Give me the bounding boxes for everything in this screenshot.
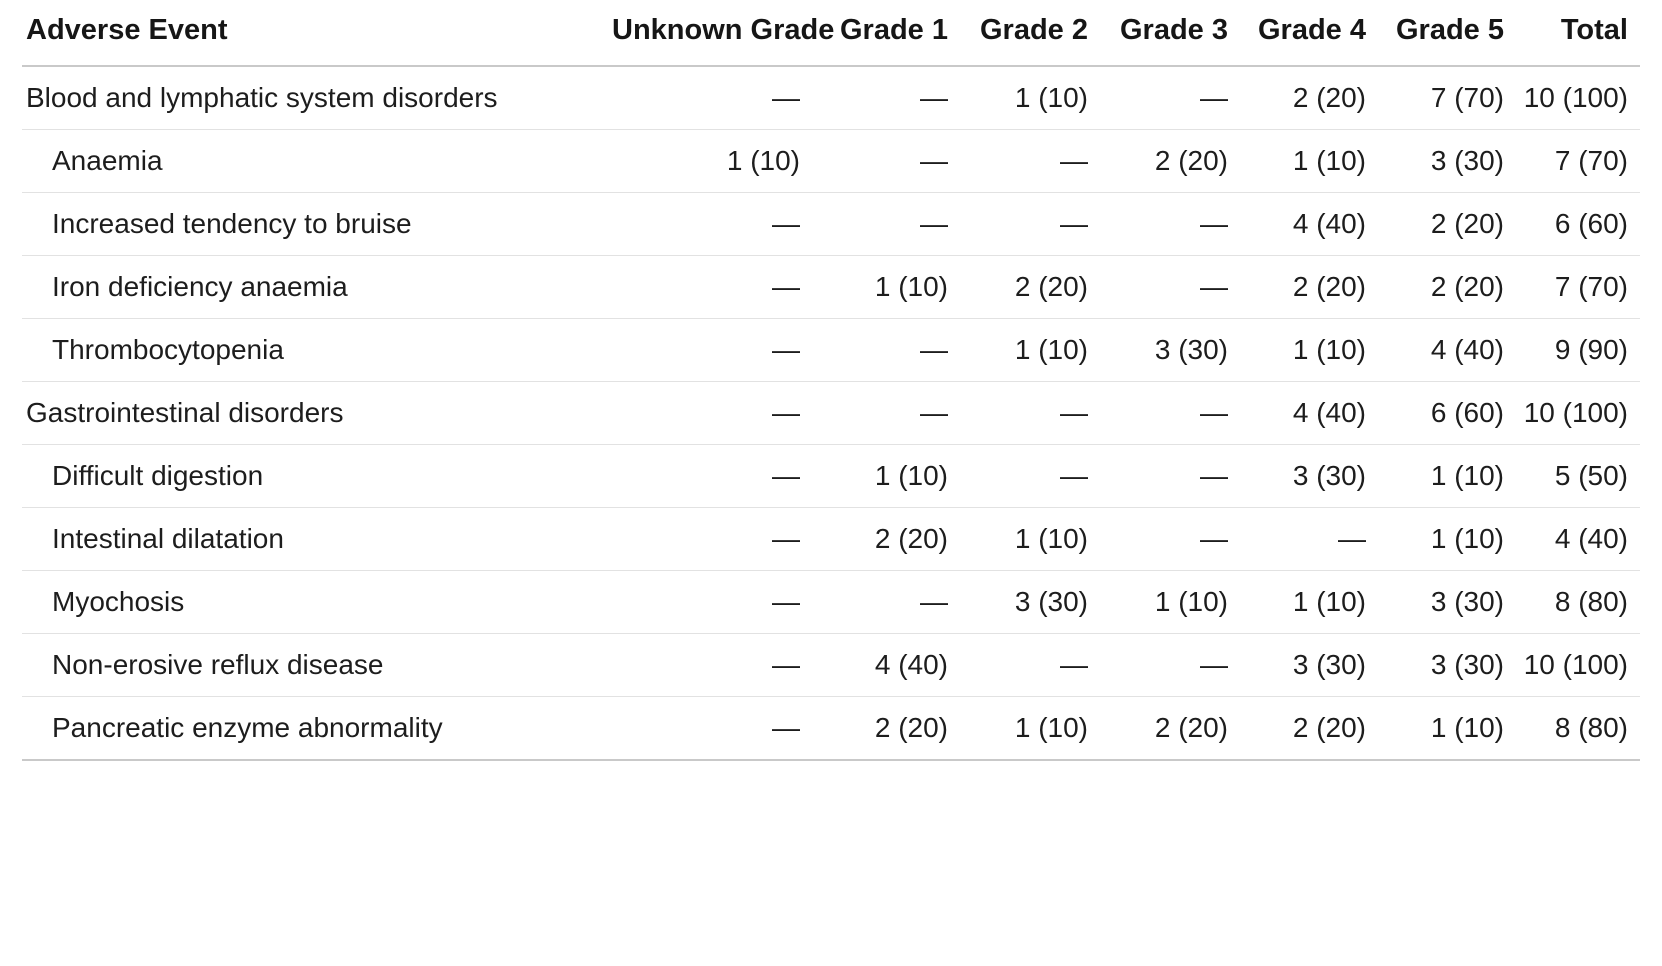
cell-total: 5 (50)	[1554, 460, 1628, 491]
cell-grade-3: 2 (20)	[1154, 145, 1228, 176]
table-row	[22, 256, 1640, 319]
cell-grade-2: 1 (10)	[1014, 82, 1088, 113]
cell-grade-3: —	[1200, 397, 1228, 428]
cell-total: 8 (80)	[1554, 712, 1628, 743]
cell-grade-3: 2 (20)	[1154, 712, 1228, 743]
cell-grade-4: 1 (10)	[1292, 145, 1366, 176]
cell-total: 6 (60)	[1554, 208, 1628, 239]
cell-grade-5: 3 (30)	[1430, 586, 1504, 617]
cell-grade-1: 2 (20)	[874, 712, 948, 743]
cell-unknown-grade: —	[772, 208, 800, 239]
cell-grade-2: 3 (30)	[1014, 586, 1088, 617]
cell-grade-4: 4 (40)	[1292, 208, 1366, 239]
cell-grade-1: 1 (10)	[874, 460, 948, 491]
cell-grade-5: 4 (40)	[1430, 334, 1504, 365]
adverse-event-table	[22, 0, 1640, 761]
table-row	[22, 319, 1640, 382]
cell-grade-3: —	[1200, 271, 1228, 302]
table-row	[22, 508, 1640, 571]
cell-unknown-grade: —	[772, 586, 800, 617]
cell-grade-4: 2 (20)	[1292, 712, 1366, 743]
cell-grade-1: —	[920, 397, 948, 428]
cell-grade-2: 1 (10)	[1014, 334, 1088, 365]
cell-grade-1: —	[920, 586, 948, 617]
cell-total: 10 (100)	[1523, 649, 1628, 680]
cell-unknown-grade: 1 (10)	[726, 145, 800, 176]
cell-grade-2: 2 (20)	[1014, 271, 1088, 302]
cell-total: 10 (100)	[1523, 397, 1628, 428]
cell-grade-2: —	[1060, 649, 1088, 680]
cell-grade-4: 4 (40)	[1292, 397, 1366, 428]
cell-grade-5: 2 (20)	[1430, 271, 1504, 302]
cell-grade-5: 3 (30)	[1430, 145, 1504, 176]
cell-unknown-grade: —	[772, 334, 800, 365]
cell-grade-4: 3 (30)	[1292, 649, 1366, 680]
cell-grade-3: —	[1200, 208, 1228, 239]
cell-grade-1: —	[920, 82, 948, 113]
cell-grade-4: 1 (10)	[1292, 334, 1366, 365]
cell-grade-2: 1 (10)	[1014, 523, 1088, 554]
cell-grade-1: —	[920, 334, 948, 365]
cell-unknown-grade: —	[772, 460, 800, 491]
cell-adverse-event: Myochosis	[52, 586, 185, 617]
cell-grade-3: —	[1200, 523, 1228, 554]
cell-unknown-grade: —	[772, 82, 800, 113]
cell-grade-3: —	[1200, 649, 1228, 680]
cell-unknown-grade: —	[772, 271, 800, 302]
cell-grade-4: 2 (20)	[1292, 82, 1366, 113]
column-header-grade-2: Grade 2	[980, 14, 1088, 46]
cell-grade-3: 3 (30)	[1154, 334, 1228, 365]
cell-adverse-event: Thrombocytopenia	[52, 334, 284, 365]
column-header-unknown-grade: Unknown Grade	[612, 14, 835, 46]
table-header-row	[22, 0, 1640, 66]
cell-adverse-event: Intestinal dilatation	[52, 523, 284, 554]
cell-adverse-event: Gastrointestinal disorders	[26, 397, 344, 428]
table-row	[22, 66, 1640, 130]
cell-unknown-grade: —	[772, 523, 800, 554]
cell-grade-4: 3 (30)	[1292, 460, 1366, 491]
table-row	[22, 193, 1640, 256]
cell-adverse-event: Blood and lymphatic system disorders	[26, 82, 498, 113]
cell-grade-2: —	[1060, 460, 1088, 491]
cell-grade-2: —	[1060, 145, 1088, 176]
cell-total: 7 (70)	[1554, 145, 1628, 176]
column-header-grade-1: Grade 1	[840, 14, 948, 46]
cell-unknown-grade: —	[772, 649, 800, 680]
column-header-grade-5: Grade 5	[1396, 14, 1504, 46]
cell-total: 9 (90)	[1554, 334, 1628, 365]
cell-total: 8 (80)	[1554, 586, 1628, 617]
cell-grade-1: —	[920, 208, 948, 239]
cell-grade-2: —	[1060, 208, 1088, 239]
table-row	[22, 571, 1640, 634]
cell-grade-3: 1 (10)	[1154, 586, 1228, 617]
cell-grade-4: —	[1338, 523, 1366, 554]
cell-grade-3: —	[1200, 460, 1228, 491]
cell-grade-1: 2 (20)	[874, 523, 948, 554]
column-header-adverse-event: Adverse Event	[26, 14, 228, 46]
cell-grade-5: 3 (30)	[1430, 649, 1504, 680]
column-header-grade-4: Grade 4	[1258, 14, 1366, 46]
cell-grade-5: 7 (70)	[1430, 82, 1504, 113]
cell-grade-4: 2 (20)	[1292, 271, 1366, 302]
cell-grade-3: —	[1200, 82, 1228, 113]
table-row	[22, 130, 1640, 193]
table-row	[22, 382, 1640, 445]
cell-adverse-event: Pancreatic enzyme abnormality	[52, 712, 443, 743]
table-body	[22, 66, 1640, 760]
cell-adverse-event: Non-erosive reflux disease	[52, 649, 384, 680]
cell-grade-1: 1 (10)	[874, 271, 948, 302]
cell-adverse-event: Anaemia	[52, 145, 163, 176]
cell-grade-1: —	[920, 145, 948, 176]
cell-total: 4 (40)	[1554, 523, 1628, 554]
column-header-grade-3: Grade 3	[1120, 14, 1228, 46]
column-header-total: Total	[1560, 14, 1628, 46]
cell-grade-5: 1 (10)	[1430, 712, 1504, 743]
cell-grade-5: 2 (20)	[1430, 208, 1504, 239]
cell-grade-2: 1 (10)	[1014, 712, 1088, 743]
cell-total: 7 (70)	[1554, 271, 1628, 302]
cell-adverse-event: Iron deficiency anaemia	[52, 271, 348, 302]
cell-unknown-grade: —	[772, 712, 800, 743]
cell-adverse-event: Increased tendency to bruise	[52, 208, 412, 239]
cell-grade-2: —	[1060, 397, 1088, 428]
cell-grade-4: 1 (10)	[1292, 586, 1366, 617]
cell-grade-5: 1 (10)	[1430, 460, 1504, 491]
table-row	[22, 697, 1640, 761]
cell-total: 10 (100)	[1523, 82, 1628, 113]
table-row	[22, 634, 1640, 697]
cell-grade-5: 6 (60)	[1430, 397, 1504, 428]
cell-grade-5: 1 (10)	[1430, 523, 1504, 554]
cell-adverse-event: Difficult digestion	[52, 460, 264, 491]
table-header	[22, 0, 1640, 66]
cell-grade-1: 4 (40)	[874, 649, 948, 680]
table-row	[22, 445, 1640, 508]
cell-unknown-grade: —	[772, 397, 800, 428]
